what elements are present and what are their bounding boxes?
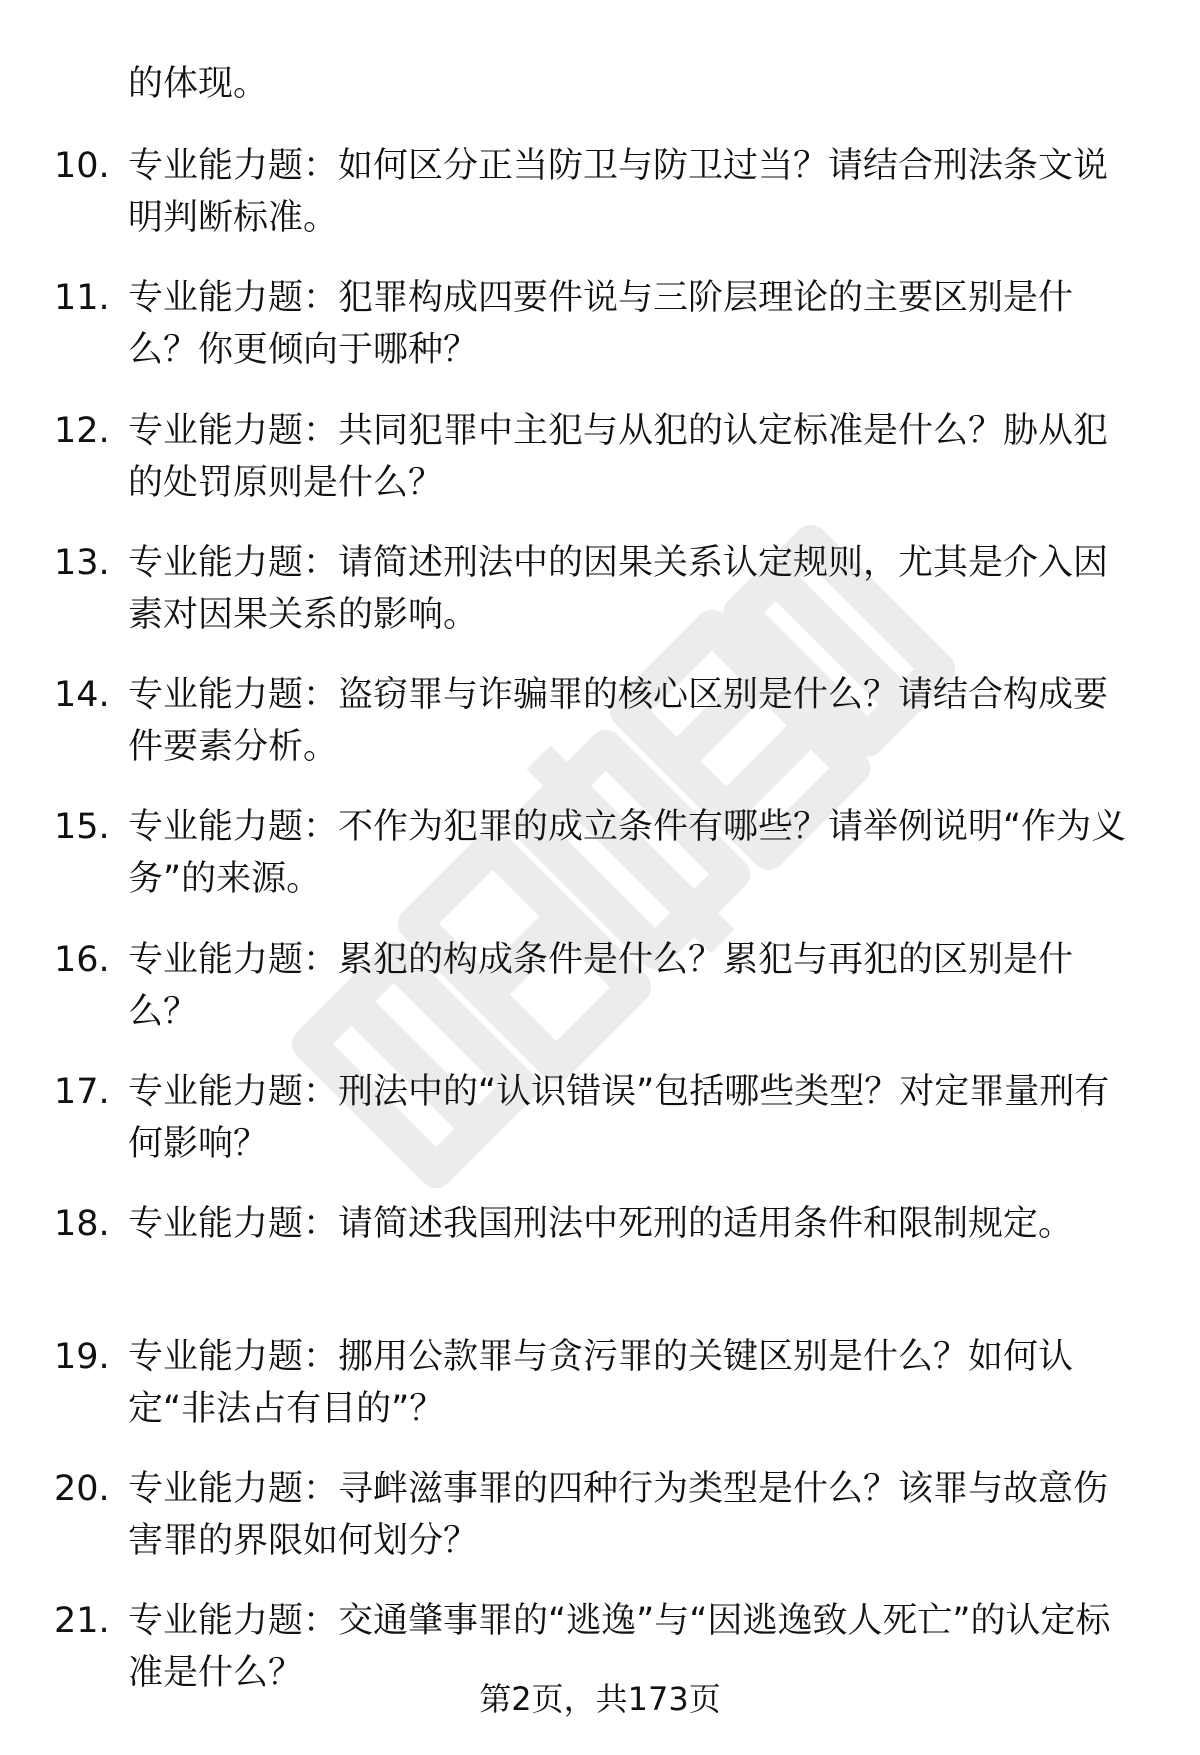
item-number: 10.: [54, 146, 110, 186]
item-text: 专业能力题：累犯的构成条件是什么？累犯与再犯的区别是什么？: [128, 939, 1074, 1032]
list-item: [0, 801, 1200, 905]
item-text: 专业能力题：交通肇事罪的“逃逸”与“因逃逸致人死亡”的认定标准是什么？: [128, 1601, 1111, 1694]
item-number: 15.: [54, 807, 110, 848]
list-item: [0, 537, 1200, 641]
item-number: 13.: [54, 542, 110, 583]
question-list: [0, 140, 1200, 1728]
item-number: 19.: [54, 1336, 110, 1377]
item-number: 18.: [54, 1204, 110, 1245]
item-text: 专业能力题：如何区分正当防卫与防卫过当？请结合刑法条文说明判断标准。: [128, 146, 1109, 238]
list-item: [0, 1066, 1200, 1170]
continuation-text: 的体现。: [128, 64, 269, 104]
list-item: [0, 140, 1200, 244]
list-item: [0, 1463, 1200, 1567]
list-item: [0, 1198, 1200, 1302]
list-item: [0, 272, 1200, 376]
item-number: 16.: [54, 939, 110, 980]
item-text: 专业能力题：寻衅滋事罪的四种行为类型是什么？该罪与故意伤害罪的界限如何划分？: [128, 1468, 1109, 1561]
list-item: [0, 934, 1200, 1038]
item-number: 12.: [54, 410, 110, 451]
item-text: 专业能力题：挪用公款罪与贪污罪的关键区别是什么？如何认定“非法占有目的”？: [128, 1336, 1074, 1429]
item-text: 专业能力题：刑法中的“认识错误”包括哪些类型？对定罪量刑有何影响？: [128, 1072, 1110, 1165]
item-text: 专业能力题：请简述刑法中的因果关系认定规则，尤其是介入因素对因果关系的影响。: [128, 542, 1109, 635]
item-text: 专业能力题：不作为犯罪的成立条件有哪些？请举例说明“作为义务”的来源。: [128, 807, 1127, 900]
item-text: 专业能力题：犯罪构成四要件说与三阶层理论的主要区别是什么？你更倾向于哪种？: [128, 278, 1074, 371]
item-text: 专业能力题：盗窃罪与诈骗罪的核心区别是什么？请结合构成要件要素分析。: [128, 675, 1109, 768]
list-item: [0, 669, 1200, 773]
item-number: 14.: [54, 675, 110, 716]
item-number: 17.: [54, 1072, 110, 1113]
item-number: 21.: [54, 1601, 110, 1642]
page-number-footer: 第2页，共173页: [479, 1680, 721, 1718]
list-item: [0, 1331, 1200, 1435]
item-number: 20.: [54, 1468, 110, 1509]
item-number: 11.: [54, 278, 110, 319]
list-item: [0, 405, 1200, 509]
item-text: 专业能力题：共同犯罪中主犯与从犯的认定标准是什么？胁从犯的处罚原则是什么？: [128, 410, 1109, 503]
item-text: 专业能力题：请简述我国刑法中死刑的适用条件和限制规定。: [128, 1204, 1074, 1245]
